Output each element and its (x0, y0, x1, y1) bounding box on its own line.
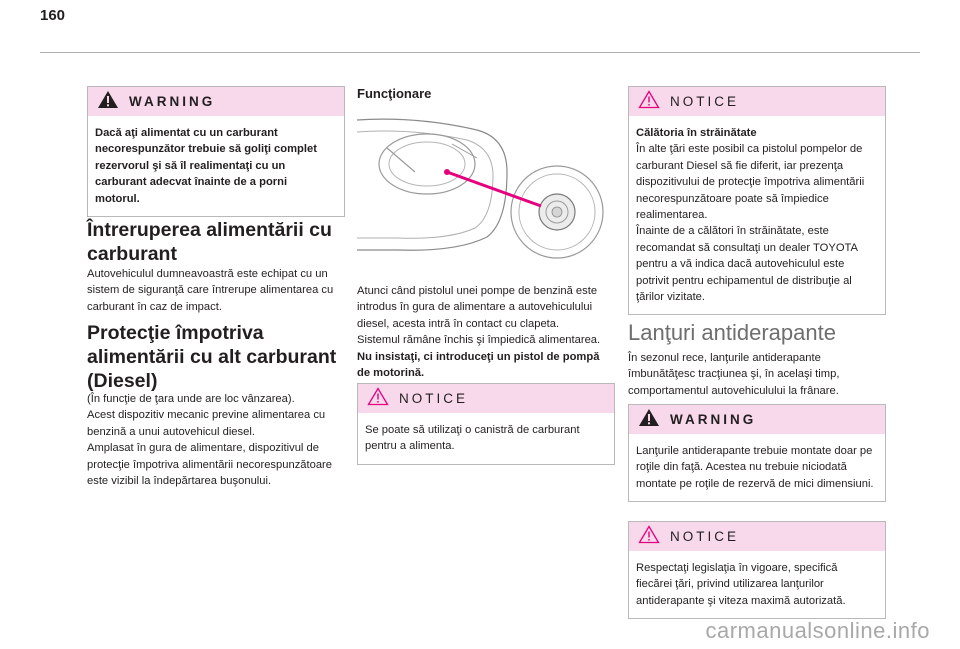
notice-body (629, 116, 885, 314)
warning-label: WARNING (670, 412, 757, 427)
operation-text (357, 283, 615, 381)
notice-text: Se poate să utilizaţi o canistră de carburant pentru a alimenta. (365, 424, 580, 453)
watermark: carmanualsonline.info (705, 618, 930, 643)
section-title-fuel-cutoff: Întreruperea alimentării cu carburant (87, 219, 332, 265)
warning-box-refuel (87, 86, 345, 217)
text-line: Acest dispozitiv mecanic previne alimentarea cu benzină a unui autovehicul diesel. (87, 409, 326, 438)
page-number: 160 (40, 7, 66, 24)
notice-header (358, 384, 614, 413)
warning-box-chains (628, 404, 886, 502)
notice-box-jerrycan (357, 383, 615, 465)
warning-triangle-icon (638, 408, 660, 432)
notice-box-travel (628, 86, 886, 315)
operation-paragraph-2: Sistemul rămâne închis şi împiedică alimentarea. (357, 334, 601, 347)
text-line: Amplasat în gura de alimentare, dispozitivul de protecţie împotriva alimentării necorespunzătoare este vizibil la îndepărtarea buşonului. (87, 442, 333, 488)
notice-triangle-icon (638, 90, 660, 114)
notice-text-2: Înainte de a călători în străinătate, este recomandat să consultaţi un dealer TOYOTA pentru a vă indica dacă autovehiculul este potrivit pentru echipamentul de distribuţie al ţărilor vizitate. (636, 225, 858, 304)
text-line: (În funcţie de ţara unde are loc vânzarea). (87, 393, 295, 405)
notice-triangle-icon (638, 525, 660, 549)
fuel-filler-illustration (357, 112, 607, 262)
notice-header (629, 522, 885, 551)
notice-label: NOTICE (670, 529, 740, 544)
notice-triangle-icon (367, 387, 389, 411)
operation-paragraph-1: Atunci când pistolul unei pompe de benzină este introdus în gura de alimentare a autovehiculului diesel, acesta intră în contact cu clapeta. (357, 285, 598, 330)
notice-label: NOTICE (399, 391, 469, 406)
notice-title: Călătoria în străinătate (636, 127, 757, 139)
warning-header (629, 405, 885, 434)
notice-label: NOTICE (670, 94, 740, 109)
section-title-snow-chains: Lanţuri antiderapante (628, 320, 836, 345)
notice-text-1: În alte ţări este posibil ca pistolul pompelor de carburant Diesel să fie diferit, iar prezenţa dispozitivului de protecţie împotriva alimentării necorespunzătoare poate să împiedice realimentarea. (636, 143, 865, 222)
section-text-misfuel-protection (87, 391, 345, 489)
section-text-fuel-cutoff: Autovehiculul dumneavoastră este echipat cu un sistem de siguranţă care întrerupe alimentarea cu carburant în caz de impact. (87, 268, 334, 313)
warning-header (88, 87, 344, 116)
notice-text: Respectaţi legislaţia în vigoare, specifică fiecărei ţări, privind utilizarea lanţurilor antiderapante şi viteza maximă autorizată. (636, 562, 846, 607)
notice-box-legislation (628, 521, 886, 619)
warning-label: WARNING (129, 94, 216, 109)
notice-header (629, 87, 885, 116)
header-divider (40, 52, 920, 53)
heading-operation: Funcţionare (357, 86, 432, 101)
operation-paragraph-3: Nu insistaţi, ci introduceţi un pistol de pompă de motorină. (357, 350, 600, 380)
section-title-misfuel-protection: Protecţie împotriva alimentării cu alt carburant (Diesel) (87, 322, 337, 392)
warning-text: Dacă aţi alimentat cu un carburant necorespunzător trebuie să goliţi complet rezervorul şi să îl realimentaţi cu un carburant adecvat înainte de a porni motorul. (95, 127, 317, 205)
section-text-snow-chains: În sezonul rece, lanţurile antiderapante îmbunătăţesc tracţiunea şi, în acelaşi timp, comportamentul autovehiculului la frânare. (628, 352, 840, 397)
warning-triangle-icon (97, 90, 119, 114)
warning-text: Lanţurile antiderapante trebuie montate doar pe roţile din faţă. Acestea nu trebuie niciodată montate pe roţile de rezervă de mici dimensiuni. (636, 445, 874, 490)
